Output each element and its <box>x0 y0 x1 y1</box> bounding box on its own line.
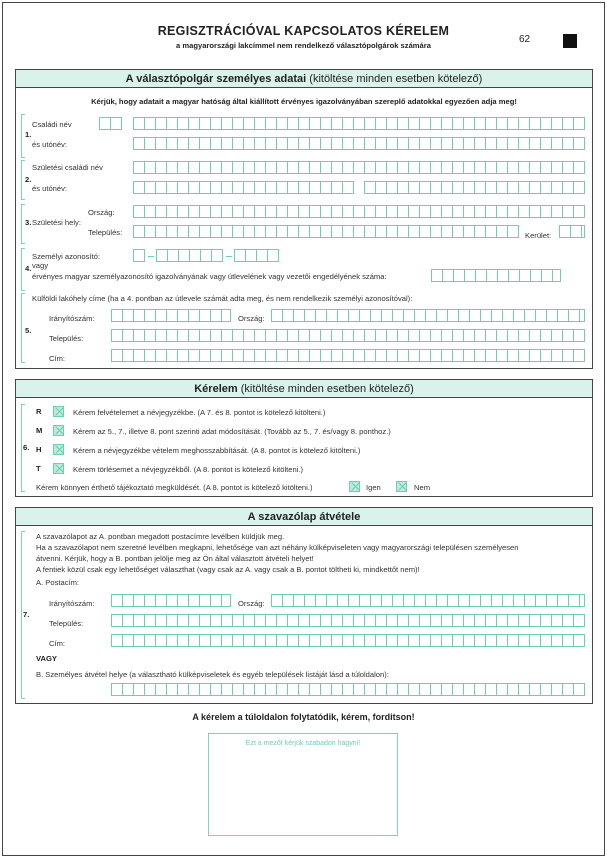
address-label: Cím: <box>49 639 66 648</box>
paragraph-1: A szavazólapot az A. pontban megadott postacímre levélben küldjük meg. <box>36 532 285 541</box>
yes-label: Igen <box>366 483 381 492</box>
continue-note: A kérelem a túloldalon folytatódik, kérem, forditson! <box>192 712 415 722</box>
option-r-text: Kérem felvételemet a névjegyzékbe. (A 7. és 8. pontot is kötelező kitölteni.) <box>73 408 326 417</box>
section-header <box>16 380 592 398</box>
postal-country-boxes[interactable] <box>271 594 585 607</box>
zip-label: Irányítószám: <box>49 314 95 323</box>
section-note: (kitöltése minden esetben kötelező) <box>240 383 414 395</box>
birth-district-label: Kerület: <box>525 231 552 240</box>
field-number: 3. <box>25 218 32 227</box>
pickup-location-boxes[interactable] <box>111 683 585 696</box>
postal-settlement-boxes[interactable] <box>111 614 585 627</box>
family-name-boxes[interactable] <box>133 117 585 130</box>
ballot-delivery-section <box>15 507 593 704</box>
field-number: 1. <box>25 130 32 139</box>
form-number: 62 <box>519 34 531 45</box>
birthplace-label: Születési hely: <box>32 218 81 227</box>
zip-label: Irányítószám: <box>49 599 95 608</box>
address-label: Cím: <box>49 354 66 363</box>
birth-district-boxes[interactable] <box>559 225 585 238</box>
foreign-address-label: Külföldi lakóhely címe (ha a 4. pontban az útlevele számát adta meg, és nem rendelkezik személyi azonosítóval): <box>32 294 413 303</box>
postal-address-boxes[interactable] <box>111 634 585 647</box>
dash <box>148 256 154 257</box>
field-number: 5. <box>25 326 32 335</box>
document-number-label: érvényes magyar személyazonosító igazolványának vagy útlevelének vagy vezetői engedélyének száma: <box>32 272 387 281</box>
section-header <box>16 70 592 88</box>
section-title: A szavazólap átvétele <box>247 511 361 523</box>
field-number: 2. <box>25 175 32 184</box>
section-title: Kérelem <box>194 383 238 395</box>
foreign-zip-boxes[interactable] <box>111 309 231 322</box>
option-code-r: R <box>36 407 42 416</box>
or-label: vagy <box>32 261 49 270</box>
birth-family-name-label: Születési családi név <box>32 163 103 172</box>
field-number: 7. <box>23 610 30 619</box>
option-r-checkbox[interactable] <box>53 406 64 417</box>
personal-data-section <box>15 69 593 369</box>
option-m-checkbox[interactable] <box>53 425 64 436</box>
given-name-label: és utónév: <box>32 140 68 149</box>
paragraph-3: A fentiek közül csak egy lehetőséget választhat (vagy csak az A. vagy csak a B. pontot töltheti ki, mindkettőt nem)! <box>36 565 420 574</box>
foreign-address-boxes[interactable] <box>111 349 585 362</box>
family-name-label: Családi név <box>32 120 72 129</box>
settlement-label: Település: <box>49 619 84 628</box>
option-code-t: T <box>36 464 41 473</box>
postal-address-label: A. Postacím: <box>36 578 80 587</box>
office-use-box <box>208 733 398 836</box>
request-section <box>15 379 593 497</box>
document-number-boxes[interactable] <box>431 269 561 282</box>
birth-given-name-boxes-2[interactable] <box>364 181 585 194</box>
section-title: A választópolgár személyes adatai <box>125 73 307 85</box>
name-prefix-boxes[interactable] <box>99 117 122 130</box>
birth-given-name-boxes-1[interactable] <box>133 181 354 194</box>
birth-country-label: Ország: <box>88 208 115 217</box>
form-title: REGISZTRÁCIÓVAL KAPCSOLATOS KÉRELEM <box>157 24 450 38</box>
birth-family-name-boxes[interactable] <box>133 161 585 174</box>
easy-read-no-checkbox[interactable] <box>396 481 407 492</box>
foreign-settlement-boxes[interactable] <box>111 329 585 342</box>
option-m-text: Kérem az 5., 7., illetve 8. pont szerinti adat módosítását. (Tovább az 5., 7. és/vagy 8. ponthoz.) <box>73 427 391 436</box>
settlement-label: Település: <box>49 334 84 343</box>
field-number: 6. <box>23 443 30 452</box>
personal-id-part1[interactable] <box>133 249 145 262</box>
paragraph-2a: Ha a szavazólapot nem szeretné levélben megkapni, lehetősége van azt néhány külképviseleten vagy magyarországi településen személyesen <box>36 543 519 552</box>
option-t-text: Kérem törlésemet a névjegyzékből. (A 8. pontot is kötelező kitölteni.) <box>73 465 304 474</box>
option-code-m: M <box>36 426 43 435</box>
no-label: Nem <box>414 483 431 492</box>
paragraph-2b: átvenni. Kérjük, hogy a B. pontban jelölje meg az Ön által választott átvételi helyet! <box>36 554 314 563</box>
personal-id-part2[interactable] <box>156 249 223 262</box>
section-header <box>16 508 592 526</box>
form-subtitle: a magyarországi lakcímmel nem rendelkező választópolgárok számára <box>176 41 431 50</box>
personal-id-label: Személyi azonosító: <box>32 252 100 261</box>
foreign-country-boxes[interactable] <box>271 309 585 322</box>
easy-read-text: Kérem könnyen érthető tájékoztató megküldését. (A 8. pontot is kötelező kitölteni.) <box>36 483 313 492</box>
birth-settlement-label: Település: <box>88 228 123 237</box>
option-t-checkbox[interactable] <box>53 463 64 474</box>
birth-given-name-label: és utónév: <box>32 184 68 193</box>
office-use-text: Ezt a mezőt kérjük szabadon hagyni! <box>245 740 361 747</box>
country-label: Ország: <box>238 314 265 323</box>
personal-pickup-label: B. Személyes átvétel helye (a választható külképviseletek és egyéb települések listáját lásd a túloldalon): <box>36 670 389 679</box>
or-divider: VAGY <box>36 654 57 663</box>
dash <box>226 256 232 257</box>
given-name-boxes-1[interactable] <box>133 137 365 150</box>
instruction-text: Kérjük, hogy adatait a magyar hatóság által kiállított érvényes igazolványában szereplő adatokkal egyezően adja meg! <box>91 97 517 106</box>
scan-marker <box>563 34 577 48</box>
postal-zip-boxes[interactable] <box>111 594 231 607</box>
personal-id-part3[interactable] <box>234 249 279 262</box>
given-name-boxes-2[interactable] <box>364 137 585 150</box>
option-code-h: H <box>36 445 42 454</box>
country-label: Ország: <box>238 599 265 608</box>
option-h-text: Kérem a névjegyzékbe vételem meghosszabbítását. (A 8. pontot is kötelező kitölteni.) <box>73 446 361 455</box>
section-note: (kitöltése minden esetben kötelező) <box>309 73 483 85</box>
birth-country-boxes[interactable] <box>133 205 585 218</box>
birth-settlement-boxes[interactable] <box>133 225 519 238</box>
option-h-checkbox[interactable] <box>53 444 64 455</box>
field-number: 4. <box>25 264 32 273</box>
easy-read-yes-checkbox[interactable] <box>349 481 360 492</box>
